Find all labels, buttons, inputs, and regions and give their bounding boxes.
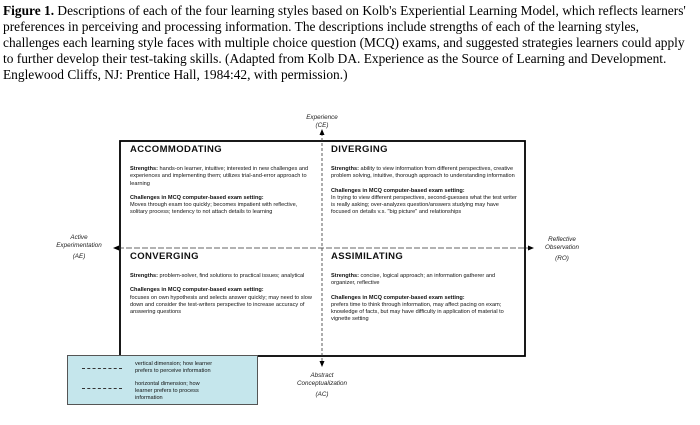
challenges-label: Challenges in MCQ computer-based exam setting: <box>130 287 264 294</box>
quadrant-title: ASSIMILATING <box>331 251 404 262</box>
legend-box <box>67 355 258 405</box>
quadrant-strengths <box>331 273 517 288</box>
strengths-label: Strengths: <box>331 273 359 279</box>
axis-label-bottom <box>277 372 367 399</box>
legend-vertical-text <box>135 361 253 375</box>
axis-left-line1: Active <box>70 234 88 241</box>
quadrant-challenges <box>331 295 517 324</box>
strengths-text: hands-on learner, intuitive; interested in new challenges and experiences and implementing them; utilizes trial-and-error approach to learning <box>130 166 309 187</box>
axis-right-line3: (RO) <box>555 255 569 262</box>
challenges-text: prefers time to think through information, may affect pacing on exam; knowledge of facts, but may have difficulty in application of material to vignette setting <box>331 301 504 323</box>
vertical-axis-arrow-down <box>320 361 325 367</box>
quadrant-challenges <box>130 195 314 217</box>
axis-label-left <box>48 234 110 261</box>
axis-label-top <box>292 114 352 130</box>
legend-vertical-swatch <box>82 368 122 369</box>
strengths-text: problem-solver, find solutions to practical issues; analytical <box>157 273 305 279</box>
axis-bottom-line1: Abstract <box>310 372 334 379</box>
strengths-label: Strengths: <box>130 166 158 172</box>
challenges-text: Moves through exam too quickly; becomes impatient with reflective, solitary process; tendency to not attach details to learning <box>130 202 298 216</box>
quadrant-challenges <box>331 188 517 217</box>
challenges-text: In trying to view different perspectives, second-guesses what the test writer is really asking; over-analyzes question/answers studying may have focused on details v.s. "big picture" and relationships <box>331 194 517 216</box>
caption-text: Descriptions of each of the four learning styles based on Kolb's Experiential Learning Model, which reflects learners' preferences in perceiving and processing information. The descriptions include strengths of each of the learning styles, challenges each learning style faces with multiple choice question (MCQ) exams, and suggested strategies learners could apply to further develop their test-taking skills. (Adapted from Kolb DA. Experience as the Source of Learning and Development. Englewood Cliffs, NJ: Prentice Hall, 1984:42, with permission.) <box>3 3 686 82</box>
horizontal-axis-arrow-left <box>113 246 119 251</box>
challenges-label: Challenges in MCQ computer-based exam setting: <box>331 294 465 301</box>
axis-bottom-line3: (AC) <box>315 391 329 398</box>
figure-label: Figure 1. <box>3 3 55 18</box>
axis-bottom-line2: Conceptualization <box>296 380 348 387</box>
legend-horizontal-line2: learner prefers to process <box>135 388 199 394</box>
strengths-label: Strengths: <box>331 166 359 172</box>
quadrant-accommodating <box>130 144 314 217</box>
quadrant-strengths <box>130 166 314 188</box>
quadrant-challenges <box>130 287 314 316</box>
axis-top-line1: Experience <box>306 114 338 121</box>
axis-left-line2: Experimentation <box>56 242 102 249</box>
legend-horizontal-line3: information <box>135 395 163 401</box>
quadrant-converging <box>130 251 314 316</box>
strengths-text: ability to view information from different perspectives, creative problem solving, intuitive, thorough approach to understanding information <box>331 166 515 180</box>
legend-horizontal-swatch <box>82 388 122 389</box>
axis-right-line2: Observation <box>545 244 579 251</box>
legend-horizontal-line1: horizontal dimension; how <box>135 381 200 387</box>
axis-right-line1: Reflective <box>548 236 576 243</box>
quadrant-title: ACCOMMODATING <box>130 144 223 155</box>
challenges-label: Challenges in MCQ computer-based exam setting: <box>331 187 465 194</box>
quadrant-strengths <box>331 166 517 181</box>
quadrant-strengths <box>130 273 314 280</box>
quadrant-title: CONVERGING <box>130 251 199 262</box>
challenges-text: focuses on own hypothesis and selects answer quickly; may need to slow down and consider the test-writers perspective to increase accuracy of answering questions <box>130 294 312 316</box>
axis-label-right <box>532 236 592 263</box>
axis-left-line3: (AE) <box>72 253 86 260</box>
quadrant-title: DIVERGING <box>331 144 388 155</box>
axis-top-line2: (CE) <box>315 122 329 129</box>
challenges-label: Challenges in MCQ computer-based exam setting: <box>130 194 264 201</box>
strengths-text: concise, logical approach; an information gatherer and organizer, reflective <box>331 273 496 287</box>
strengths-label: Strengths: <box>130 273 158 279</box>
legend-vertical-line2: prefers to perceive information <box>135 368 211 374</box>
legend-vertical-line1: vertical dimension; how learner <box>135 361 213 367</box>
legend-horizontal-text <box>135 381 253 402</box>
quadrant-assimilating <box>331 251 517 324</box>
quadrant-diverging <box>331 144 517 217</box>
